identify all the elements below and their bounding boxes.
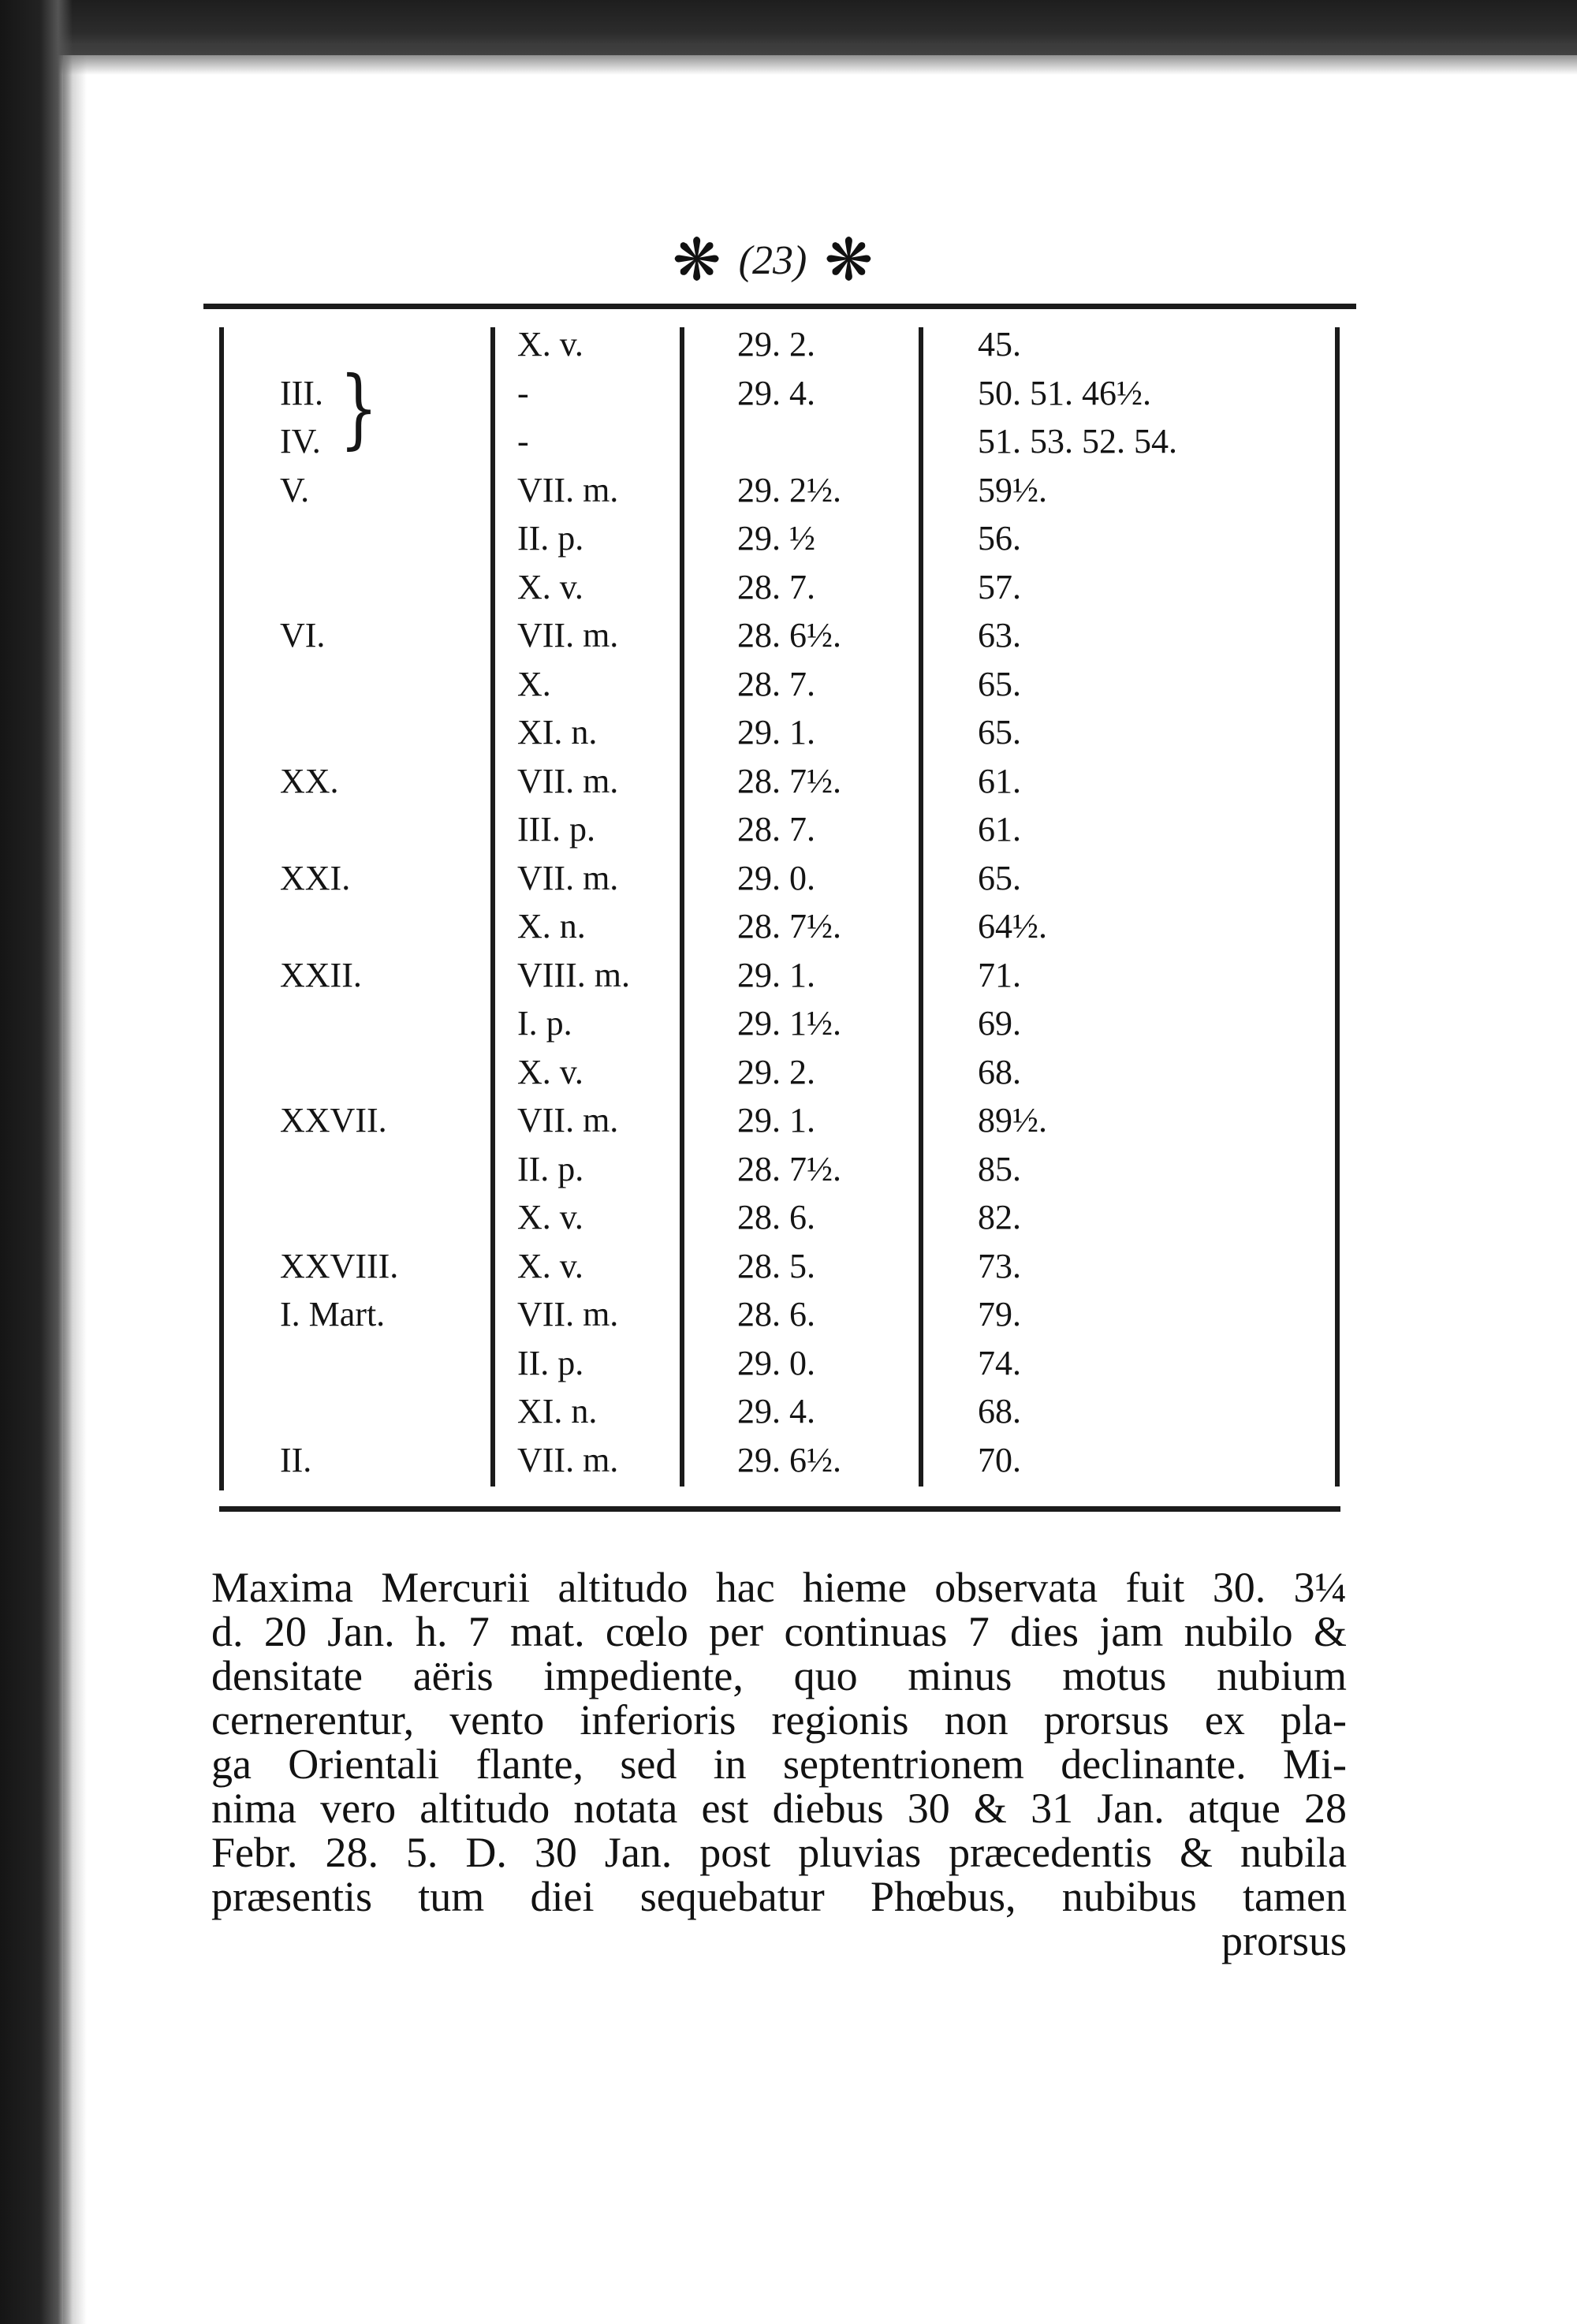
- day-brace: }: [339, 357, 378, 458]
- cell-hour: II. p.: [517, 519, 584, 558]
- cell-thermometer: 73.: [978, 1246, 1021, 1285]
- cell-hour: VII. m.: [517, 616, 619, 655]
- cell-hour: VII. m.: [517, 1440, 619, 1479]
- cell-hour: X.: [517, 664, 551, 703]
- scan-top-shadow: [0, 43, 1577, 75]
- cell-thermometer: 69.: [978, 1004, 1021, 1043]
- cell-thermometer: 51. 53. 52. 54.: [978, 422, 1177, 461]
- cell-hour: VII. m.: [517, 470, 619, 509]
- cell-day: XXII.: [280, 955, 362, 994]
- cell-thermometer: 68.: [978, 1392, 1021, 1431]
- cell-day: XXVII.: [280, 1101, 387, 1140]
- table-right-rule: [1335, 327, 1340, 1487]
- cell-barometer: 28. 6.: [737, 1198, 815, 1237]
- cell-barometer: 29. 1.: [737, 1101, 815, 1140]
- cell-thermometer: 50. 51. 46½.: [978, 373, 1151, 412]
- cell-day: III.: [280, 373, 323, 412]
- table-bottom-rule: [219, 1506, 1340, 1512]
- cell-day: XXI.: [280, 858, 351, 897]
- cell-thermometer: 65.: [978, 664, 1021, 703]
- cell-day: I. Mart.: [280, 1295, 386, 1334]
- paragraph-line-4: cernerentur, vento inferioris regionis non prorsus ex pla-: [211, 1696, 1347, 1744]
- cell-hour: II. p.: [517, 1343, 584, 1382]
- paragraph-line-8: præsentis tum diei sequebatur Phœbus, nubibus tamen: [211, 1873, 1347, 1920]
- cell-hour: X. v.: [517, 1052, 583, 1091]
- cell-hour: X. v.: [517, 325, 583, 364]
- page-header: [647, 226, 899, 294]
- paragraph-line-2: d. 20 Jan. h. 7 mat. cœlo per continuas 7 dies jam nubilo &: [211, 1608, 1347, 1655]
- cell-barometer: 28. 7.: [737, 810, 815, 849]
- cell-barometer: 28. 6½.: [737, 616, 841, 655]
- cell-barometer: 29. 4.: [737, 1392, 815, 1431]
- cell-barometer: 28. 7½.: [737, 907, 841, 946]
- cell-thermometer: 57.: [978, 567, 1021, 606]
- cell-thermometer: 56.: [978, 519, 1021, 558]
- cell-hour: II. p.: [517, 1149, 584, 1188]
- cell-hour: I. p.: [517, 1004, 572, 1043]
- cell-thermometer: 70.: [978, 1440, 1021, 1479]
- cell-hour: VII. m.: [517, 1101, 619, 1140]
- paragraph-line-3: densitate aëris impediente, quo minus motus nubium: [211, 1652, 1347, 1699]
- table-left-rule: [219, 327, 224, 1490]
- body-paragraph: [211, 1565, 1347, 1963]
- cell-day: IV.: [280, 422, 321, 461]
- cell-barometer: 28. 6.: [737, 1295, 815, 1334]
- cell-barometer: 29. 0.: [737, 1343, 815, 1382]
- cell-thermometer: 89½.: [978, 1101, 1047, 1140]
- cell-thermometer: 79.: [978, 1295, 1021, 1334]
- paragraph-catchword: prorsus: [1221, 1917, 1347, 1964]
- cell-hour: XI. n.: [517, 1392, 598, 1431]
- cell-hour: X. v.: [517, 1198, 583, 1237]
- cell-day: VI.: [280, 616, 326, 655]
- cell-barometer: 29. 6½.: [737, 1440, 841, 1479]
- column-rule-1: [490, 327, 495, 1487]
- cell-barometer: 28. 7.: [737, 664, 815, 703]
- cell-hour: VIII. m.: [517, 955, 630, 994]
- scan-left-border: [0, 0, 73, 2324]
- cell-day: XXVIII.: [280, 1246, 399, 1285]
- paragraph-line-6: nima vero altitudo notata est diebus 30 & 31 Jan. atque 28: [211, 1785, 1347, 1832]
- cell-thermometer: 65.: [978, 858, 1021, 897]
- cell-hour: VII. m.: [517, 858, 619, 897]
- table-top-rule: [203, 304, 1356, 309]
- cell-barometer: 28. 7.: [737, 567, 815, 606]
- cell-hour: X. v.: [517, 567, 583, 606]
- cell-hour: XI. n.: [517, 713, 598, 752]
- paragraph-line-5: ga Orientali flante, sed in septentrionem declinante. Mi-: [211, 1740, 1347, 1788]
- page-gutter-shadow: [63, 55, 87, 2324]
- cell-barometer: 28. 7½.: [737, 761, 841, 800]
- cell-thermometer: 45.: [978, 325, 1021, 364]
- column-rule-2: [680, 327, 684, 1487]
- cell-thermometer: 65.: [978, 713, 1021, 752]
- cell-barometer: 28. 5.: [737, 1246, 815, 1285]
- cell-barometer: 29. 0.: [737, 858, 815, 897]
- cell-barometer: 29. 1.: [737, 713, 815, 752]
- cell-hour: III. p.: [517, 810, 595, 849]
- cell-barometer: 29. ½: [737, 519, 815, 558]
- cell-hour: -: [517, 373, 529, 412]
- cell-thermometer: 59½.: [978, 470, 1047, 509]
- cell-day: XX.: [280, 761, 339, 800]
- cell-barometer: 29. 2.: [737, 1052, 815, 1091]
- cell-thermometer: 63.: [978, 616, 1021, 655]
- cell-barometer: 29. 4.: [737, 373, 815, 412]
- cell-day: II.: [280, 1440, 312, 1479]
- page-number: (23): [738, 237, 807, 283]
- cell-thermometer: 68.: [978, 1052, 1021, 1091]
- cell-thermometer: 61.: [978, 761, 1021, 800]
- cell-hour: X. n.: [517, 907, 586, 946]
- cell-thermometer: 74.: [978, 1343, 1021, 1382]
- cell-hour: X. v.: [517, 1246, 583, 1285]
- cell-day: V.: [280, 470, 310, 509]
- ornament-right-icon: ❋: [824, 226, 874, 294]
- cell-thermometer: 82.: [978, 1198, 1021, 1237]
- cell-barometer: 29. 1½.: [737, 1004, 841, 1043]
- cell-thermometer: 64½.: [978, 907, 1047, 946]
- cell-hour: VII. m.: [517, 1295, 619, 1334]
- cell-thermometer: 61.: [978, 810, 1021, 849]
- cell-hour: VII. m.: [517, 761, 619, 800]
- cell-barometer: 29. 2.: [737, 325, 815, 364]
- paragraph-line-7: Febr. 28. 5. D. 30 Jan. post pluvias præcedentis & nubila: [211, 1829, 1347, 1876]
- cell-hour: -: [517, 422, 529, 461]
- column-rule-3: [919, 327, 923, 1487]
- cell-barometer: 29. 1.: [737, 955, 815, 994]
- cell-thermometer: 85.: [978, 1149, 1021, 1188]
- ornament-left-icon: ❋: [672, 226, 721, 294]
- cell-barometer: 28. 7½.: [737, 1149, 841, 1188]
- cell-thermometer: 71.: [978, 955, 1021, 994]
- cell-barometer: 29. 2½.: [737, 470, 841, 509]
- paragraph-line-1: Maxima Mercurii altitudo hac hieme observata fuit 30. 3¼: [211, 1564, 1347, 1611]
